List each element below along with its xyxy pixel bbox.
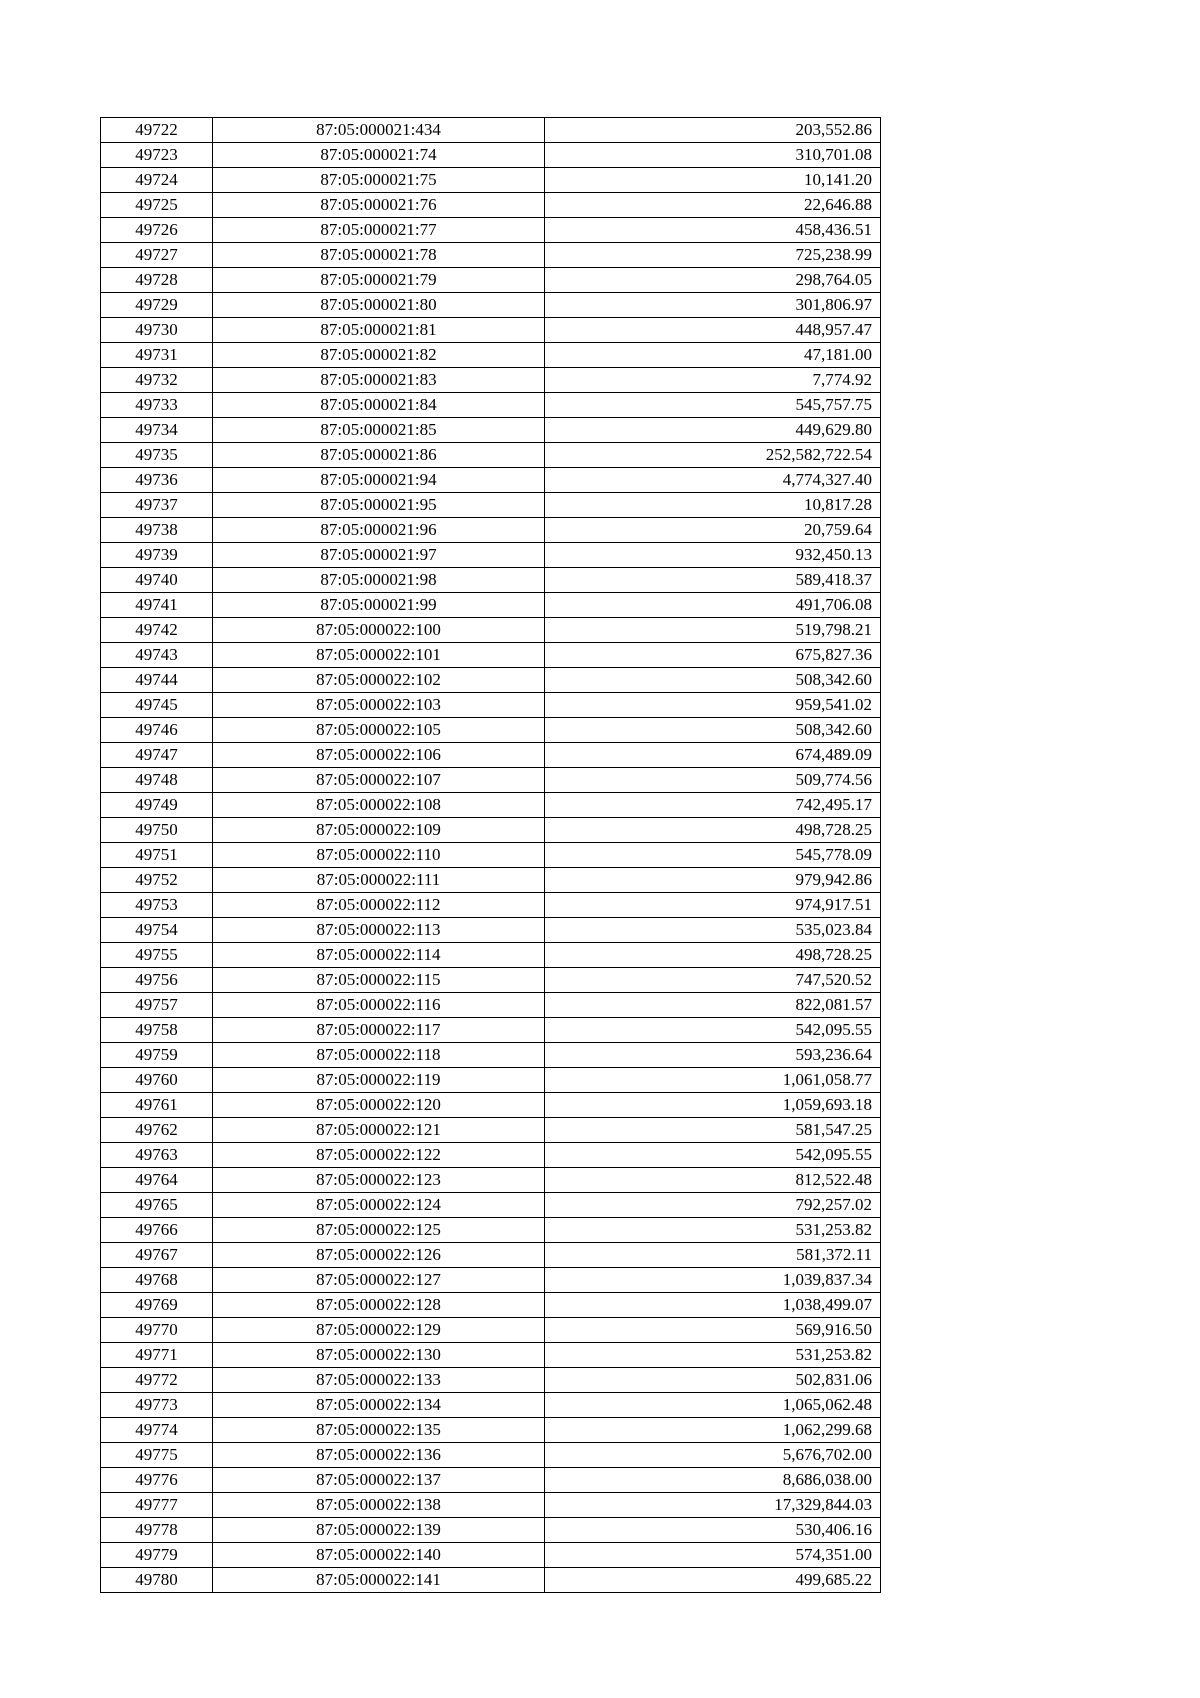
cadastral-number-cell: 87:05:000021:78 [213,243,545,268]
row-id-cell: 49776 [101,1468,213,1493]
value-cell: 458,436.51 [545,218,881,243]
cadastral-number-cell: 87:05:000022:138 [213,1493,545,1518]
row-id-cell: 49764 [101,1168,213,1193]
table-row [101,218,881,243]
value-cell: 491,706.08 [545,593,881,618]
value-cell: 20,759.64 [545,518,881,543]
cadastral-number-cell: 87:05:000021:74 [213,143,545,168]
cadastral-number-cell: 87:05:000022:141 [213,1568,545,1593]
row-id-cell: 49758 [101,1018,213,1043]
row-id-cell: 49767 [101,1243,213,1268]
row-id-cell: 49743 [101,643,213,668]
table-row [101,368,881,393]
table-row [101,1268,881,1293]
value-cell: 974,917.51 [545,893,881,918]
cadastral-number-cell: 87:05:000022:126 [213,1243,545,1268]
row-id-cell: 49778 [101,1518,213,1543]
cadastral-number-cell: 87:05:000021:99 [213,593,545,618]
row-id-cell: 49770 [101,1318,213,1343]
table-row [101,443,881,468]
value-cell: 1,062,299.68 [545,1418,881,1443]
table-row [101,1118,881,1143]
cadastral-number-cell: 87:05:000022:130 [213,1343,545,1368]
row-id-cell: 49728 [101,268,213,293]
cadastral-number-cell: 87:05:000022:114 [213,943,545,968]
table-row [101,468,881,493]
value-cell: 530,406.16 [545,1518,881,1543]
table-row [101,1318,881,1343]
value-cell: 574,351.00 [545,1543,881,1568]
value-cell: 822,081.57 [545,993,881,1018]
cadastral-number-cell: 87:05:000022:136 [213,1443,545,1468]
table-row [101,643,881,668]
table-row [101,793,881,818]
row-id-cell: 49741 [101,593,213,618]
table-row [101,918,881,943]
value-cell: 252,582,722.54 [545,443,881,468]
value-cell: 581,372.11 [545,1243,881,1268]
value-cell: 979,942.86 [545,868,881,893]
table-row [101,1468,881,1493]
row-id-cell: 49722 [101,118,213,143]
cadastral-number-cell: 87:05:000021:82 [213,343,545,368]
cadastral-number-cell: 87:05:000021:79 [213,268,545,293]
cadastral-number-cell: 87:05:000022:100 [213,618,545,643]
value-cell: 10,141.20 [545,168,881,193]
cadastral-number-cell: 87:05:000022:125 [213,1218,545,1243]
table-row [101,1243,881,1268]
row-id-cell: 49734 [101,418,213,443]
table-row [101,1493,881,1518]
cadastral-number-cell: 87:05:000022:139 [213,1518,545,1543]
row-id-cell: 49762 [101,1118,213,1143]
row-id-cell: 49773 [101,1393,213,1418]
value-cell: 792,257.02 [545,1193,881,1218]
row-id-cell: 49740 [101,568,213,593]
value-cell: 509,774.56 [545,768,881,793]
table-row [101,1293,881,1318]
row-id-cell: 49750 [101,818,213,843]
table-row [101,268,881,293]
value-cell: 545,757.75 [545,393,881,418]
value-cell: 959,541.02 [545,693,881,718]
table-row [101,943,881,968]
cadastral-number-cell: 87:05:000021:84 [213,393,545,418]
row-id-cell: 49760 [101,1068,213,1093]
cadastral-number-cell: 87:05:000022:109 [213,818,545,843]
value-cell: 508,342.60 [545,668,881,693]
table-row [101,1018,881,1043]
table-row [101,1418,881,1443]
value-cell: 675,827.36 [545,643,881,668]
value-cell: 1,038,499.07 [545,1293,881,1318]
cadastral-number-cell: 87:05:000022:111 [213,868,545,893]
cadastral-number-cell: 87:05:000022:103 [213,693,545,718]
row-id-cell: 49742 [101,618,213,643]
table-row [101,668,881,693]
table-row [101,868,881,893]
cadastral-number-cell: 87:05:000022:129 [213,1318,545,1343]
cadastral-number-cell: 87:05:000022:117 [213,1018,545,1043]
table-row [101,1543,881,1568]
value-cell: 545,778.09 [545,843,881,868]
cadastral-number-cell: 87:05:000022:116 [213,993,545,1018]
row-id-cell: 49749 [101,793,213,818]
row-id-cell: 49756 [101,968,213,993]
table-row [101,743,881,768]
cadastral-number-cell: 87:05:000022:120 [213,1093,545,1118]
table-row [101,168,881,193]
row-id-cell: 49772 [101,1368,213,1393]
row-id-cell: 49775 [101,1443,213,1468]
table-row [101,1343,881,1368]
value-cell: 569,916.50 [545,1318,881,1343]
value-cell: 498,728.25 [545,818,881,843]
table-row [101,118,881,143]
row-id-cell: 49727 [101,243,213,268]
row-id-cell: 49754 [101,918,213,943]
value-cell: 17,329,844.03 [545,1493,881,1518]
value-cell: 932,450.13 [545,543,881,568]
table-row [101,1443,881,1468]
value-cell: 508,342.60 [545,718,881,743]
table-row [101,243,881,268]
cadastral-number-cell: 87:05:000021:97 [213,543,545,568]
cadastral-number-cell: 87:05:000022:119 [213,1068,545,1093]
row-id-cell: 49725 [101,193,213,218]
cadastral-number-cell: 87:05:000022:134 [213,1393,545,1418]
value-cell: 47,181.00 [545,343,881,368]
value-cell: 448,957.47 [545,318,881,343]
table-row [101,193,881,218]
row-id-cell: 49744 [101,668,213,693]
value-cell: 4,774,327.40 [545,468,881,493]
row-id-cell: 49738 [101,518,213,543]
table-row [101,693,881,718]
value-cell: 310,701.08 [545,143,881,168]
value-cell: 7,774.92 [545,368,881,393]
cadastral-number-cell: 87:05:000022:128 [213,1293,545,1318]
table-row [101,318,881,343]
row-id-cell: 49737 [101,493,213,518]
value-cell: 1,061,058.77 [545,1068,881,1093]
table-row [101,1068,881,1093]
row-id-cell: 49746 [101,718,213,743]
table-row [101,1043,881,1068]
row-id-cell: 49748 [101,768,213,793]
table-row [101,1393,881,1418]
cadastral-number-cell: 87:05:000022:133 [213,1368,545,1393]
table-row [101,1193,881,1218]
cadastral-number-cell: 87:05:000022:106 [213,743,545,768]
row-id-cell: 49735 [101,443,213,468]
value-cell: 747,520.52 [545,968,881,993]
value-cell: 535,023.84 [545,918,881,943]
cadastral-number-cell: 87:05:000022:107 [213,768,545,793]
row-id-cell: 49766 [101,1218,213,1243]
row-id-cell: 49759 [101,1043,213,1068]
table-row [101,393,881,418]
value-cell: 298,764.05 [545,268,881,293]
row-id-cell: 49779 [101,1543,213,1568]
row-id-cell: 49763 [101,1143,213,1168]
row-id-cell: 49732 [101,368,213,393]
value-cell: 1,039,837.34 [545,1268,881,1293]
value-cell: 1,059,693.18 [545,1093,881,1118]
row-id-cell: 49733 [101,393,213,418]
value-cell: 8,686,038.00 [545,1468,881,1493]
value-cell: 542,095.55 [545,1018,881,1043]
value-cell: 531,253.82 [545,1218,881,1243]
table-row [101,993,881,1018]
value-cell: 10,817.28 [545,493,881,518]
cadastral-number-cell: 87:05:000022:140 [213,1543,545,1568]
value-cell: 531,253.82 [545,1343,881,1368]
value-cell: 22,646.88 [545,193,881,218]
table-row [101,293,881,318]
value-cell: 203,552.86 [545,118,881,143]
row-id-cell: 49777 [101,1493,213,1518]
cadastral-number-cell: 87:05:000021:86 [213,443,545,468]
row-id-cell: 49769 [101,1293,213,1318]
row-id-cell: 49723 [101,143,213,168]
cadastral-number-cell: 87:05:000022:105 [213,718,545,743]
cadastral-number-cell: 87:05:000021:95 [213,493,545,518]
table-row [101,843,881,868]
table-row [101,968,881,993]
cadastral-number-cell: 87:05:000021:94 [213,468,545,493]
row-id-cell: 49774 [101,1418,213,1443]
value-cell: 674,489.09 [545,743,881,768]
cadastral-number-cell: 87:05:000021:83 [213,368,545,393]
cadastral-number-cell: 87:05:000021:85 [213,418,545,443]
value-cell: 301,806.97 [545,293,881,318]
cadastral-number-cell: 87:05:000022:137 [213,1468,545,1493]
value-cell: 581,547.25 [545,1118,881,1143]
row-id-cell: 49747 [101,743,213,768]
table-row [101,1568,881,1593]
cadastral-number-cell: 87:05:000022:108 [213,793,545,818]
cadastral-number-cell: 87:05:000022:112 [213,893,545,918]
table-row [101,618,881,643]
cadastral-number-cell: 87:05:000022:110 [213,843,545,868]
value-cell: 449,629.80 [545,418,881,443]
table-row [101,1218,881,1243]
table-row [101,543,881,568]
table-row [101,818,881,843]
cadastral-number-cell: 87:05:000022:113 [213,918,545,943]
table-row [101,518,881,543]
row-id-cell: 49761 [101,1093,213,1118]
value-cell: 742,495.17 [545,793,881,818]
cadastral-number-cell: 87:05:000022:123 [213,1168,545,1193]
value-cell: 725,238.99 [545,243,881,268]
row-id-cell: 49768 [101,1268,213,1293]
row-id-cell: 49730 [101,318,213,343]
row-id-cell: 49771 [101,1343,213,1368]
cadastral-number-cell: 87:05:000021:81 [213,318,545,343]
table-row [101,1518,881,1543]
table-row [101,143,881,168]
row-id-cell: 49726 [101,218,213,243]
table-row [101,893,881,918]
row-id-cell: 49739 [101,543,213,568]
value-cell: 502,831.06 [545,1368,881,1393]
cadastral-number-cell: 87:05:000022:135 [213,1418,545,1443]
table-row [101,1093,881,1118]
value-cell: 519,798.21 [545,618,881,643]
row-id-cell: 49729 [101,293,213,318]
row-id-cell: 49724 [101,168,213,193]
table-row [101,568,881,593]
row-id-cell: 49753 [101,893,213,918]
table-row [101,718,881,743]
row-id-cell: 49757 [101,993,213,1018]
value-cell: 499,685.22 [545,1568,881,1593]
value-cell: 812,522.48 [545,1168,881,1193]
table-row [101,1143,881,1168]
cadastral-number-cell: 87:05:000021:96 [213,518,545,543]
data-table [100,117,881,1593]
row-id-cell: 49731 [101,343,213,368]
cadastral-number-cell: 87:05:000021:434 [213,118,545,143]
table-row [101,1368,881,1393]
value-cell: 593,236.64 [545,1043,881,1068]
value-cell: 542,095.55 [545,1143,881,1168]
cadastral-number-cell: 87:05:000022:115 [213,968,545,993]
cadastral-number-cell: 87:05:000021:80 [213,293,545,318]
cadastral-number-cell: 87:05:000022:122 [213,1143,545,1168]
value-cell: 589,418.37 [545,568,881,593]
row-id-cell: 49780 [101,1568,213,1593]
table-body [101,118,881,1593]
row-id-cell: 49745 [101,693,213,718]
table-row [101,768,881,793]
value-cell: 5,676,702.00 [545,1443,881,1468]
cadastral-number-cell: 87:05:000021:77 [213,218,545,243]
cadastral-number-cell: 87:05:000021:98 [213,568,545,593]
cadastral-number-cell: 87:05:000021:75 [213,168,545,193]
cadastral-number-cell: 87:05:000022:127 [213,1268,545,1293]
cadastral-number-cell: 87:05:000022:102 [213,668,545,693]
cadastral-number-cell: 87:05:000021:76 [213,193,545,218]
row-id-cell: 49755 [101,943,213,968]
table-row [101,418,881,443]
table-row [101,493,881,518]
row-id-cell: 49765 [101,1193,213,1218]
value-cell: 1,065,062.48 [545,1393,881,1418]
cadastral-number-cell: 87:05:000022:101 [213,643,545,668]
cadastral-number-cell: 87:05:000022:124 [213,1193,545,1218]
table-row [101,343,881,368]
row-id-cell: 49752 [101,868,213,893]
row-id-cell: 49736 [101,468,213,493]
row-id-cell: 49751 [101,843,213,868]
cadastral-number-cell: 87:05:000022:118 [213,1043,545,1068]
table-row [101,1168,881,1193]
value-cell: 498,728.25 [545,943,881,968]
table-row [101,593,881,618]
cadastral-number-cell: 87:05:000022:121 [213,1118,545,1143]
